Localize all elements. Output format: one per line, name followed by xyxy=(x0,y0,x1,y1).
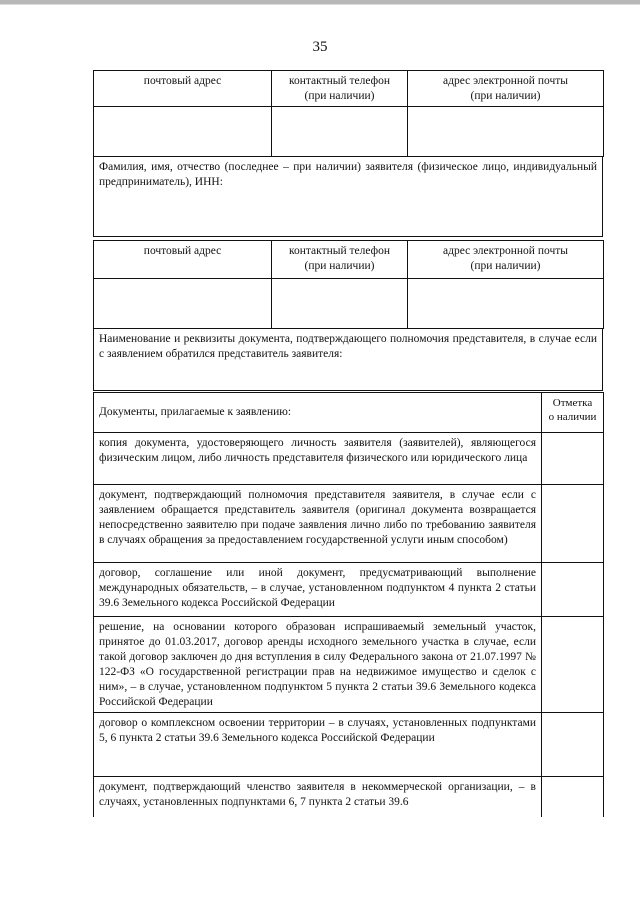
mark-header: Отметка о наличии xyxy=(542,393,604,433)
document-row: копия документа, удостоверяющего личность заявителя (заявителей), являющегося физическим лицом, либо личность представителя физического или юридического лица xyxy=(94,433,542,485)
postal-address-value[interactable] xyxy=(94,107,272,157)
contact-table-1 xyxy=(93,70,604,157)
document-mark-checkbox[interactable] xyxy=(542,433,604,485)
documents-table xyxy=(93,392,604,817)
contact-table-2 xyxy=(93,240,604,329)
phone-value[interactable] xyxy=(272,107,408,157)
phone-header: контактный телефон (при наличии) xyxy=(272,71,408,107)
representative-doc-block xyxy=(93,328,603,391)
email-value-2[interactable] xyxy=(408,279,604,329)
phone-header-2: контактный телефон (при наличии) xyxy=(272,241,408,279)
document-mark-checkbox[interactable] xyxy=(542,713,604,777)
document-mark-checkbox[interactable] xyxy=(542,777,604,817)
documents-header: Документы, прилагаемые к заявлению: xyxy=(94,393,542,433)
email-header: адрес электронной почты (при наличии) xyxy=(408,71,604,107)
document-row: договор, соглашение или иной документ, предусматривающий выполнение международных обязательств, – в случае, установленном подпунктом 4 пункта 2 статьи 39.6 Земельного кодекса Российской Федерации xyxy=(94,563,542,617)
postal-address-value-2[interactable] xyxy=(94,279,272,329)
document-row: договор о комплексном освоении территории – в случаях, установленных подпунктами 5, 6 пункта 2 статьи 39.6 Земельного кодекса Российской Федерации xyxy=(94,713,542,777)
document-row: решение, на основании которого образован испрашиваемый земельный участок, принятое до 01.03.2017, договор аренды исходного земельного участка в случае, если такой договор заключен до дня вступления в силу Федерального закона от 21.07.1997 № 122-ФЗ «О государственной регистрации прав на недвижимое имущество и сделок с ним», – в случае, установленном подпунктом 5 пункта 2 статьи 39.6 Земельного кодекса Российской Федерации xyxy=(94,617,542,713)
document-mark-checkbox[interactable] xyxy=(542,563,604,617)
applicant-name-block xyxy=(93,156,603,237)
applicant-name-field[interactable]: Фамилия, имя, отчество (последнее – при наличии) заявителя (физическое лицо, индивидуальный предприниматель), ИНН: xyxy=(94,157,603,237)
document-mark-checkbox[interactable] xyxy=(542,617,604,713)
top-scan-edge-shadow xyxy=(0,4,640,5)
document-row: документ, подтверждающий полномочия представителя заявителя, в случае если с заявлением обращается представитель заявителя (оригинал документа возвращается непосредственно заявителю при подаче заявления лично либо по требованию заявителя в случаях обращения за предоставлением государственной услуги иным способом) xyxy=(94,485,542,563)
representative-doc-field[interactable]: Наименование и реквизиты документа, подтверждающего полномочия представителя, в случае если с заявлением обратился представитель заявителя: xyxy=(94,329,603,391)
email-header-2: адрес электронной почты (при наличии) xyxy=(408,241,604,279)
postal-address-header-2: почтовый адрес xyxy=(94,241,272,279)
document-mark-checkbox[interactable] xyxy=(542,485,604,563)
email-value[interactable] xyxy=(408,107,604,157)
postal-address-header: почтовый адрес xyxy=(94,71,272,107)
phone-value-2[interactable] xyxy=(272,279,408,329)
document-row: документ, подтверждающий членство заявителя в некоммерческой организации, – в случаях, установленных подпунктами 6, 7 пункта 2 статьи 39.6 xyxy=(94,777,542,817)
page-number: 35 xyxy=(312,39,328,55)
